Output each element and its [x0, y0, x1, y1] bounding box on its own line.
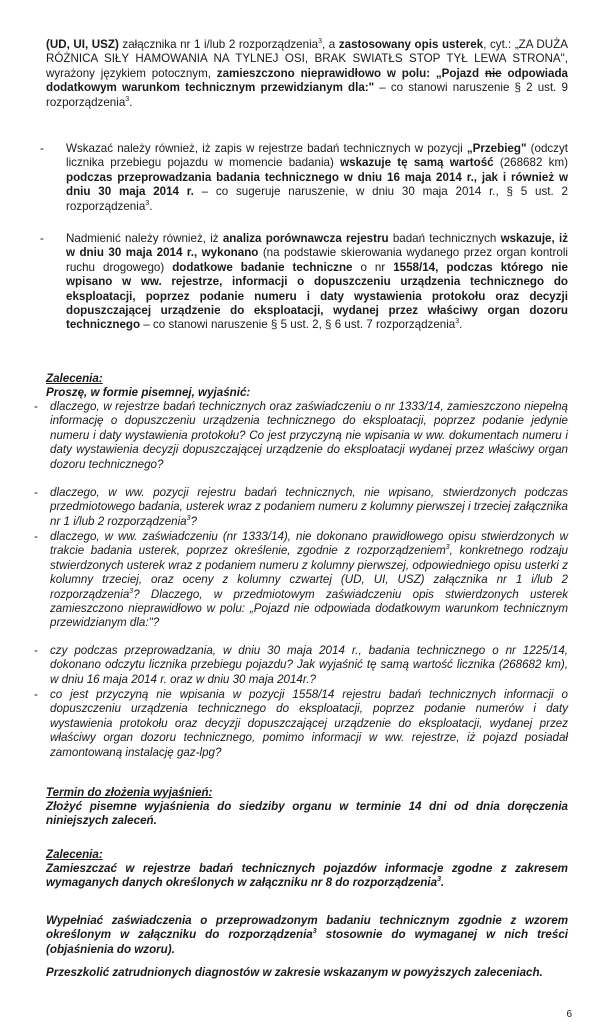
recommendation-register: [46, 862, 568, 891]
text-bold: zamieszczono nieprawidłowo w polu: „Pojazd: [216, 66, 485, 80]
footnote-ref: 3: [145, 199, 150, 207]
list-item-text: co jest przyczyną nie wpisania w pozycji 1558/14 rejestru badań technicznych informacji o dopuszczeniu urządzenia technicznego do eksploatacji, poprzez podanie numerów i daty wystawienia protokołu oraz decyzji dopuszczającej urządzenie do eksploatacji, wydanej przez właściwy organ dozoru technicznego, pomimo informacji w ww. rejestrze, iż pojazd posiadał zamontowaną instalację gaz-lpg?: [50, 688, 568, 759]
bullet-dash: -: [34, 486, 38, 499]
footnote-ref: 3: [445, 544, 450, 552]
list-item-text: , konkretnego rodzaju stwierdzonych usterek wraz z podaniem numeru z kolumny pierwszej, odpowiedniego opisu usterki z kolumny trzeciej, oraz oceny z kolumny czwartej (UD, UI, USZ) załącznika nr 1 i/lub 2 rozporządzenia: [50, 544, 569, 601]
list-item-text: dlaczego, w rejestrze badań technicznych oraz zaświadczeniu o nr 1333/14, zamieszczono niepełną informację o dopuszczeniu urządzenia technicznego do eksploatacji, poprzez podanie jedynie numeru i daty wystawienia protokołu? Co jest przyczyną nie wpisania w ww. dokumentach numeru i daty wystawienia decyzji dopuszczającej urządzenie do eksploatacji wydanej przez właściwy organ dozoru technicznego?: [50, 400, 568, 471]
bullet-dash: -: [34, 530, 38, 543]
bullet-dash: -: [34, 400, 38, 413]
text: – co stanowi naruszenie § 5 ust. 2, § 6 ust. 7 rozporządzenia: [140, 318, 456, 332]
text: (na podstawie skierowania wydanego przez organ kontroli ruchu drogowego): [66, 246, 568, 274]
text: , cyt.: „ZA DUŻA RÓŻNICA SIŁY HAMOWANIA NA TYLNEJ OSI, BRAK SWIATŁS STOP TYŁ LEWA STRONA", wyrażony językiem potocznym,: [46, 38, 568, 80]
list-item: [34, 486, 568, 529]
text: Nadmienić należy również, iż: [66, 232, 223, 245]
text: (odczyt licznika przebiegu pojazdu w momencie badania): [66, 142, 568, 170]
list-item-text: dlaczego, w ww. zaświadczeniu (nr 1333/14), nie dokonano prawidłowego opisu stwierdzonych w trakcie badania usterek, poprzez określenie, zgodnie z rozporządzeniem: [50, 530, 568, 558]
text: .: [129, 95, 133, 109]
bullet-dash: -: [34, 644, 38, 657]
text: Zamieszczać w rejestrze badań technicznych pojazdów informacje zgodne z zakresem wymaganych danych określonych w załączniku nr 8 do rozporządzenia: [46, 862, 568, 890]
bullet-dash: -: [34, 688, 38, 701]
text-bold: odpowiada dodatkowym warunkom technicznym przewidzianym dla:": [46, 66, 568, 95]
list-item-text: dlaczego, w ww. pozycji rejestru badań technicznych, nie wpisano, stwierdzonych podczas przedmiotowego badania, usterek wraz z podaniem numeru z kolumny pierwszej i trzeciej załącznika nr 1 i/lub 2 rozporządzenia: [50, 486, 568, 528]
text: załącznika nr 1 i/lub 2 rozporządzenia: [118, 38, 319, 51]
list-item: [34, 530, 569, 631]
text: – co stanowi naruszenie § 2 ust. 9 rozporządzenia: [46, 81, 568, 109]
text: – co sugeruje naruszenie, w dniu 30 maja 2014 r., § 5 ust. 2 rozporządzenia: [66, 185, 568, 213]
text: .: [459, 318, 463, 332]
list-item-text: ? Dlaczego, w przedmiotowym zaświadczeniu opis stwierdzonych usterek zamieszczono nieprawidłowo w polu: „Pojazd nie odpowiada dodatkowym warunkom technicznym przewidzianym dla:"?: [50, 587, 568, 630]
text: stosownie do wymaganej w nich treści (objaśnienia do wzoru).: [46, 928, 568, 956]
text-bold: 1558/14, podczas którego nie wpisano w ww. rejestrze, informacji o dopuszczeniu urządzenia technicznego do eksploatacji, poprzez podanie numeru i daty wystawienia protokołu oraz decyzji dopuszczającej urządzenie do eksploatacji, wydanej przez właściwy organ dozoru technicznego: [66, 260, 568, 332]
paragraph-analiza: [66, 232, 568, 333]
text-bold: „Przebieg": [466, 142, 527, 155]
text-bold: wskazuje, iż w dniu 30 maja 2014 r., wykonano: [66, 232, 568, 260]
recommendation-certificates: [46, 914, 568, 957]
text: .: [440, 876, 445, 890]
text-bold: podczas przeprowadzania badania technicznego w dniu 16 maja 2014 r., jak i również w dniu 30 maja 2014 r.: [66, 170, 568, 199]
text: .: [149, 199, 153, 213]
list-item-text: czy podczas przeprowadzania, w dniu 30 maja 2014 r., badania technicznego o nr 1225/14, dokonano odczytu licznika przebiegu pojazdu? Jak wyjaśnić tę samą wartość licznika (268682 km), w dniu 16 maja 2014 r. oraz w dniu 30 maja 2014r.?: [50, 644, 568, 686]
list-item: [34, 644, 568, 687]
page-number: 6: [566, 1008, 572, 1020]
list-item-text: ?: [190, 514, 197, 528]
footnote-ref: 3: [312, 928, 317, 936]
footnote-ref: 3: [129, 587, 134, 595]
text: , a: [322, 38, 339, 51]
list-item: [34, 400, 568, 472]
text-bold: analiza porównawcza rejestru: [222, 232, 389, 245]
recommendation-training: Przeszkolić zatrudnionych diagnostów w zakresie wskazanym w powyższych zaleceniach.: [46, 966, 543, 979]
footnote-ref: 3: [455, 318, 460, 326]
footnote-ref: 3: [437, 876, 441, 884]
text-bold: dodatkowe badanie techniczne: [172, 260, 353, 274]
footnote-ref: 3: [318, 38, 323, 46]
bullet-dash: -: [40, 142, 44, 155]
text: Wypełniać zaświadczenia o przeprowadzonym badaniu technicznym zgodnie z wzorem określonym w załączniku do rozporządzenia: [46, 914, 568, 942]
text-bold: zastosowany opis usterek: [338, 38, 484, 51]
section-heading-zalecenia: Zalecenia:: [46, 372, 103, 385]
text: o nr: [352, 260, 394, 274]
text-ud-ui-usz: (UD, UI, USZ): [46, 38, 119, 51]
bullet-dash: -: [40, 232, 44, 245]
section-heading-termin: Termin do złożenia wyjaśnień:: [46, 786, 213, 799]
list-item: [34, 688, 568, 760]
section-heading-zalecenia-2: Zalecenia:: [46, 848, 103, 861]
deadline-text: Złożyć pisemne wyjaśnienia do siedziby organu w terminie 14 dni od dnia doręczenia niniejszych zaleceń.: [46, 800, 568, 828]
paragraph-przebieg: [66, 142, 568, 214]
footnote-ref: 3: [186, 514, 191, 522]
footnote-ref: 3: [125, 95, 130, 103]
text-bold: wskazuje tę samą wartość: [340, 156, 494, 170]
paragraph-usterki-continuation: [46, 38, 568, 110]
text: Wskazać należy również, iż zapis w rejestrze badań technicznych w pozycji: [66, 142, 467, 155]
text-struck-nie: nie: [484, 66, 502, 80]
text: (268682 km): [493, 156, 568, 170]
section-intro: Proszę, w formie pisemnej, wyjaśnić:: [46, 386, 251, 399]
text: badań technicznych: [388, 232, 501, 245]
